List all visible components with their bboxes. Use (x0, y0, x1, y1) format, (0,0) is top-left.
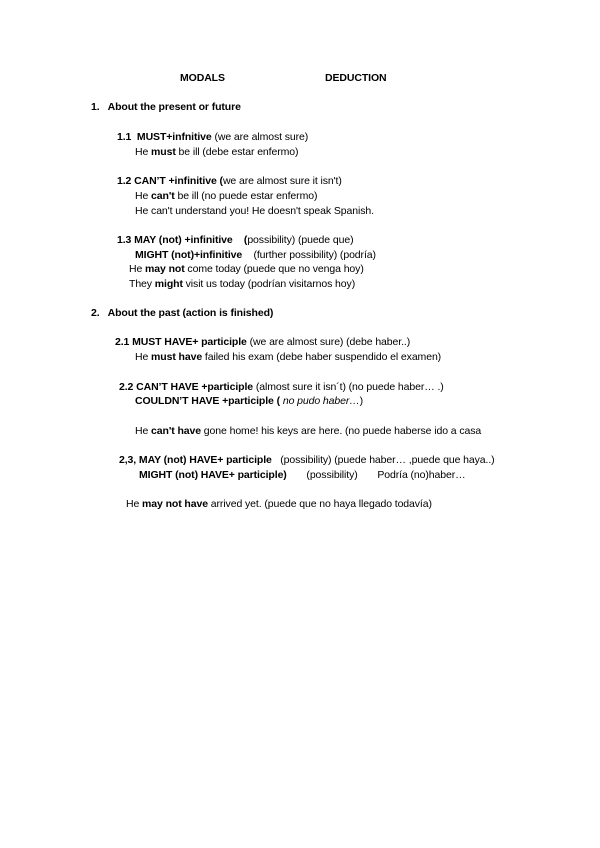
text-segment: COULDN’T HAVE +participle ( (135, 395, 283, 407)
text-segment: He (129, 263, 146, 275)
text-segment: might (154, 278, 183, 290)
text-line-l21b (135, 350, 441, 364)
text-segment: come today (puede que no venga hoy) (184, 263, 364, 275)
text-segment: must have (151, 351, 203, 363)
text-segment: He (126, 498, 143, 510)
text-segment: 1.1 MUST+infnitive (117, 131, 212, 143)
text-line-l11b (135, 145, 298, 159)
text-segment: He (135, 190, 152, 202)
text-line-l22a (119, 380, 444, 394)
text-segment: (possibility) (puede haber… ,puede que haya..) (271, 454, 495, 466)
text-line-l23a (119, 453, 495, 467)
text-segment: may not have (142, 498, 208, 510)
text-segment: (possibility) Podría (no)haber… (286, 469, 466, 481)
text-segment: failed his exam (debe haber suspendido el examen) (202, 351, 442, 363)
text-segment: 1.3 MAY (not) +infinitive ( (117, 234, 248, 246)
text-segment: we are almost sure it isn't) (222, 175, 342, 187)
text-segment: MIGHT (not) HAVE+ participle) (139, 469, 287, 481)
text-line-l23b (139, 468, 466, 482)
text-line-l13b (135, 248, 376, 262)
text-segment: 1.2 CAN’T +infinitive ( (117, 175, 223, 187)
text-segment: possibility) (puede que) (247, 234, 354, 246)
text-segment: can't have (151, 425, 201, 437)
text-line-l13c (129, 262, 364, 276)
text-segment: (almost sure it isn´t) (no puede haber… .) (253, 381, 444, 393)
text-segment: (further possibility) (podría) (242, 249, 376, 261)
text-line-l21a (115, 335, 410, 349)
text-segment: arrived yet. (puede que no haya llegado todavía) (207, 498, 432, 510)
text-segment: He (135, 351, 152, 363)
text-segment: He can't understand you! He doesn't speak Spanish. (135, 205, 374, 217)
text-line-l12a (117, 174, 342, 188)
text-segment: They (129, 278, 155, 290)
text-segment: (we are almost sure) (debe haber..) (246, 336, 411, 348)
text-segment: 2.1 MUST HAVE+ participle (115, 336, 247, 348)
text-line-l13d (129, 277, 355, 291)
text-segment: can't (151, 190, 175, 202)
title-modals: MODALS (180, 72, 225, 84)
text-segment: no pudo haber… (282, 395, 360, 407)
text-segment: gone home! his keys are here. (no puede haberse ido a casa (200, 425, 482, 437)
text-segment: 2. About the past (action is finished) (91, 307, 274, 319)
text-segment: 1. About the present or future (91, 101, 241, 113)
text-segment: 2.2 CAN’T HAVE +participle (119, 381, 254, 393)
text-segment: MIGHT (not)+infinitive (135, 249, 243, 261)
text-segment: may not (145, 263, 185, 275)
text-line-l12b (135, 189, 317, 203)
text-line-l22b (135, 394, 363, 408)
text-segment: visit us today (podrían visitarnos hoy) (182, 278, 356, 290)
text-line-sec2 (91, 306, 273, 320)
text-segment: (we are almost sure) (211, 131, 309, 143)
text-line-l23c (126, 497, 432, 511)
text-segment: be ill (no puede estar enfermo) (174, 190, 318, 202)
text-segment: He (135, 425, 152, 437)
text-segment: He (135, 146, 152, 158)
text-segment: 2,3, MAY (not) HAVE+ participle (119, 454, 272, 466)
text-segment: be ill (debe estar enfermo) (175, 146, 299, 158)
text-line-sec1 (91, 100, 241, 114)
text-line-l11a (117, 130, 308, 144)
text-segment: ) (359, 395, 364, 407)
text-segment: must (151, 146, 176, 158)
text-line-l22c (135, 424, 481, 438)
text-line-l13a (117, 233, 353, 247)
title-deduction: DEDUCTION (325, 72, 387, 84)
text-line-l12c (135, 204, 374, 218)
